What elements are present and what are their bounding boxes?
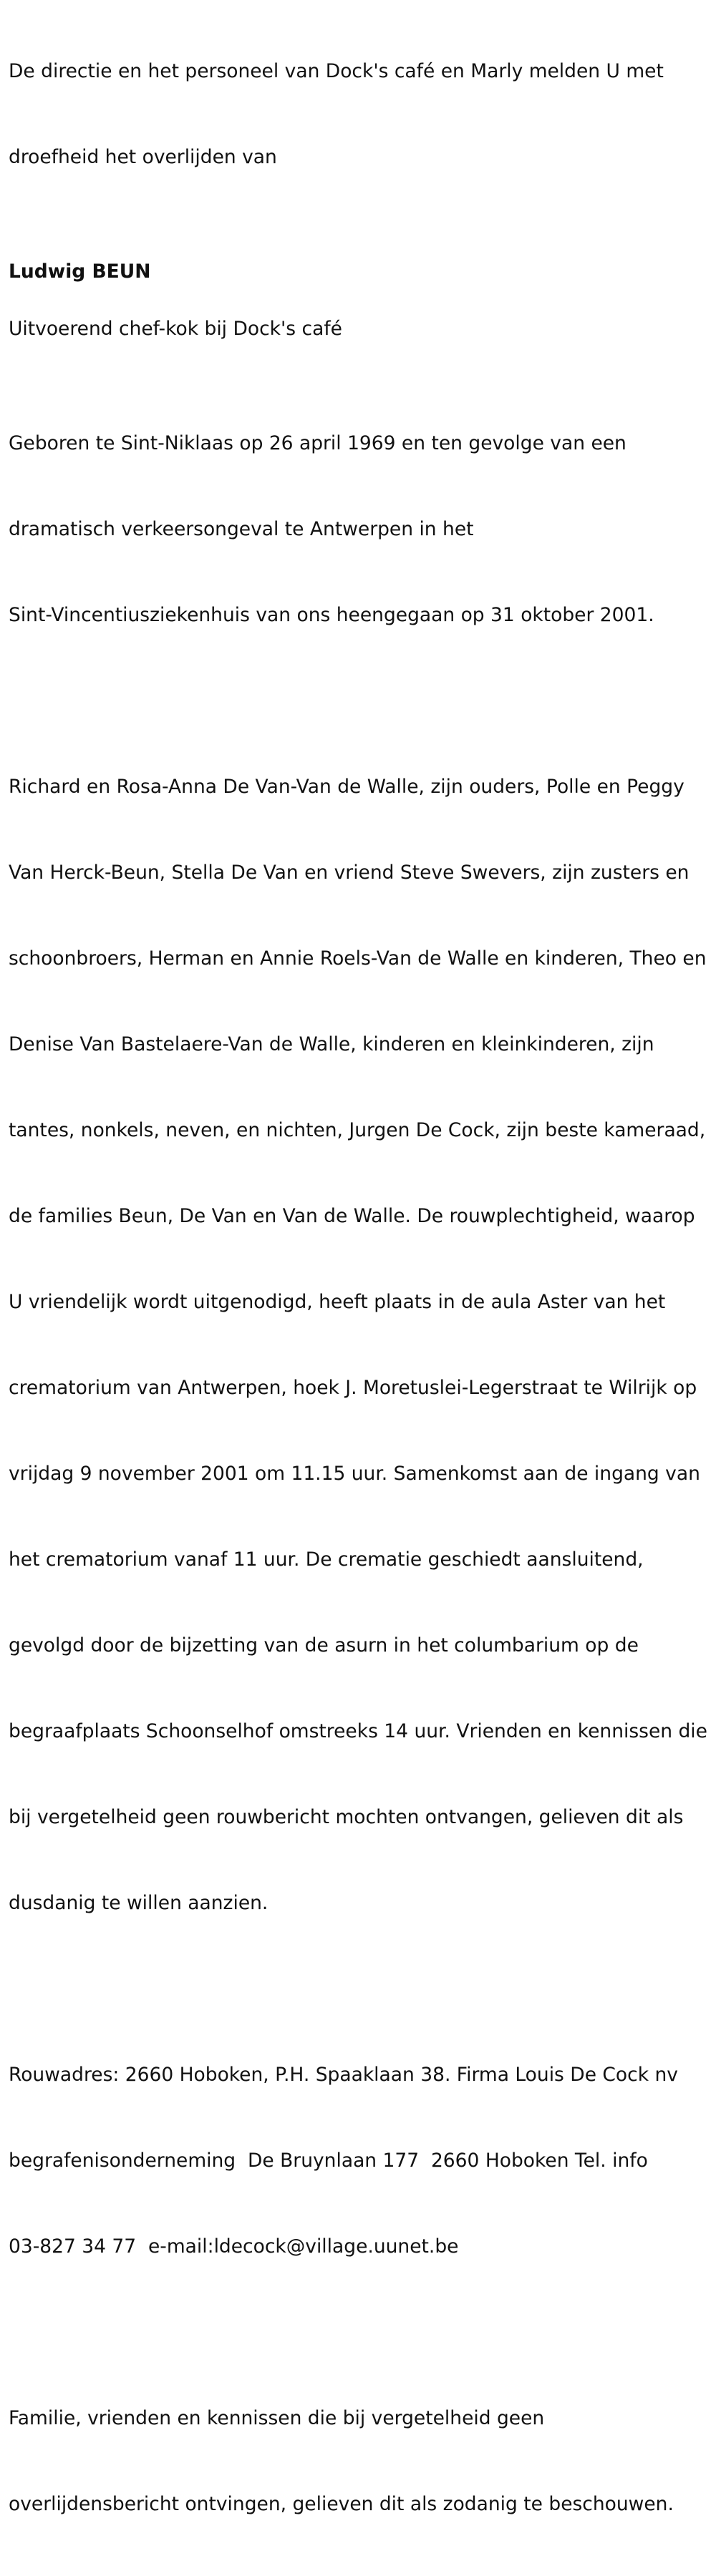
family-ceremony-line: tantes, nonkels, neven, en nichten, Jurgen De Cock, zijn beste kameraad,	[9, 1119, 706, 1141]
family-ceremony-line: gevolgd door de bijzetting van de asurn in het columbarium op de	[9, 1634, 639, 1657]
address-line: Rouwadres: 2660 Hoboken, P.H. Spaaklaan 38. Firma Louis De Cock nv	[9, 2064, 678, 2086]
address-line: begrafenisonderneming De Bruynlaan 177 2660 Hoboken Tel. info	[9, 2150, 648, 2172]
closing-paragraph	[9, 2347, 707, 2576]
birth-death-paragraph	[9, 372, 707, 687]
family-ceremony-line: het crematorium vanaf 11 uur. De crematie geschiedt aansluitend,	[9, 1548, 644, 1571]
address-line: 03-827 34 77 e-mail:ldecock@village.uunet.be	[9, 2235, 459, 2258]
deceased-role: Uitvoerend chef-kok bij Dock's café	[9, 318, 342, 340]
family-ceremony-line: bij vergetelheid geen rouwbericht mochten ontvangen, gelieven dit als	[9, 1806, 684, 1828]
family-ceremony-line: Van Herck-Beun, Stella De Van en vriend Steve Swevers, zijn zusters en	[9, 862, 690, 884]
birth-death-line: Sint-Vincentiusziekenhuis van ons heengegaan op 31 oktober 2001.	[9, 604, 654, 626]
family-ceremony-line: U vriendelijk wordt uitgenodigd, heeft plaats in de aula Aster van het	[9, 1291, 666, 1313]
family-ceremony-line: crematorium van Antwerpen, hoek J. Moretuslei-Legerstraat te Wilrijk op	[9, 1377, 697, 1399]
closing-line: Familie, vrienden en kennissen die bij vergetelheid geen	[9, 2407, 545, 2429]
intro-line: De directie en het personeel van Dock's café en Marly melden U met	[9, 60, 664, 82]
closing-line: overlijdensbericht ontvingen, gelieven dit als zodanig te beschouwen.	[9, 2493, 674, 2515]
deceased-name: Ludwig BEUN	[9, 260, 151, 283]
family-ceremony-line: Denise Van Bastelaere-Van de Walle, kinderen en kleinkinderen, zijn	[9, 1033, 654, 1055]
birth-death-line: dramatisch verkeersongeval te Antwerpen in het	[9, 518, 474, 540]
obituary-notice	[9, 0, 707, 2576]
address-paragraph	[9, 2004, 707, 2318]
family-ceremony-line: de families Beun, De Van en Van de Walle. De rouwplechtigheid, waarop	[9, 1205, 695, 1227]
family-ceremony-line: begraafplaats Schoonselhof omstreeks 14 uur. Vrienden en kennissen die	[9, 1720, 707, 1742]
intro-line: droefheid het overlijden van	[9, 146, 277, 168]
family-ceremony-line: Richard en Rosa-Anna De Van-Van de Walle, zijn ouders, Polle en Peggy	[9, 776, 684, 798]
intro-paragraph	[9, 0, 707, 229]
birth-death-line: Geboren te Sint-Niklaas op 26 april 1969 en ten gevolge van een	[9, 432, 626, 454]
family-ceremony-line: schoonbroers, Herman en Annie Roels-Van de Walle en kinderen, Theo en	[9, 947, 707, 970]
family-ceremony-paragraph	[9, 716, 707, 1975]
family-ceremony-line: vrijdag 9 november 2001 om 11.15 uur. Samenkomst aan de ingang van	[9, 1463, 700, 1485]
family-ceremony-line: dusdanig te willen aanzien.	[9, 1892, 268, 1914]
